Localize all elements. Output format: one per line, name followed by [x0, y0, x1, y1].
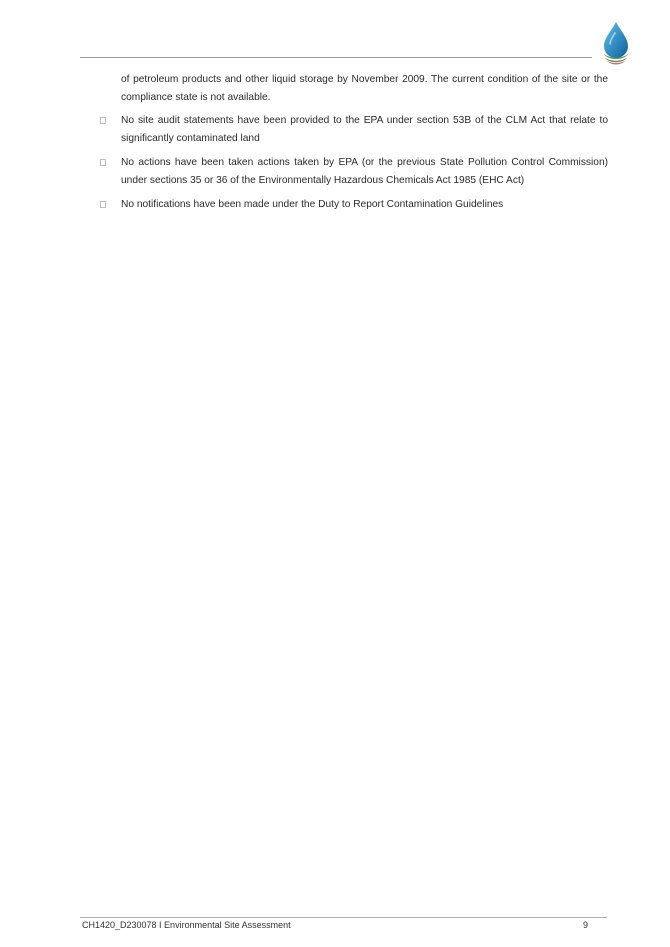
footer-rule: [80, 917, 607, 918]
checkbox-bullet-icon: [100, 117, 106, 124]
list-item-text: No notifications have been made under the Duty to Report Contamination Guidelines: [121, 199, 504, 210]
list-item-text: No actions have been taken actions taken by EPA (or the previous State Pollution Control Commission) under sections 35 or 36 of the Environmentally Hazardous Chemicals Act 1985 (EHC Act): [121, 157, 608, 186]
water-drop-icon: [599, 20, 633, 66]
list-item-text: No site audit statements have been provided to the EPA under section 53B of the CLM Act that relate to significantly contaminated land: [121, 115, 608, 144]
footer-page-number: 9: [583, 920, 589, 930]
checkbox-bullet-icon: [100, 159, 106, 166]
body-paragraph: of petroleum products and other liquid storage by November 2009. The current condition of the site or the compliance state is not available.: [121, 74, 608, 103]
checkbox-bullet-icon: [100, 201, 106, 208]
bullet-list: [96, 112, 608, 214]
list-item: [96, 196, 608, 214]
list-item: [96, 154, 608, 190]
footer-doc-ref: CH1420_D230078 I Environmental Site Assessment: [82, 920, 291, 930]
body-content: [96, 71, 608, 220]
list-item: [96, 112, 608, 148]
header-rule: [80, 57, 592, 58]
